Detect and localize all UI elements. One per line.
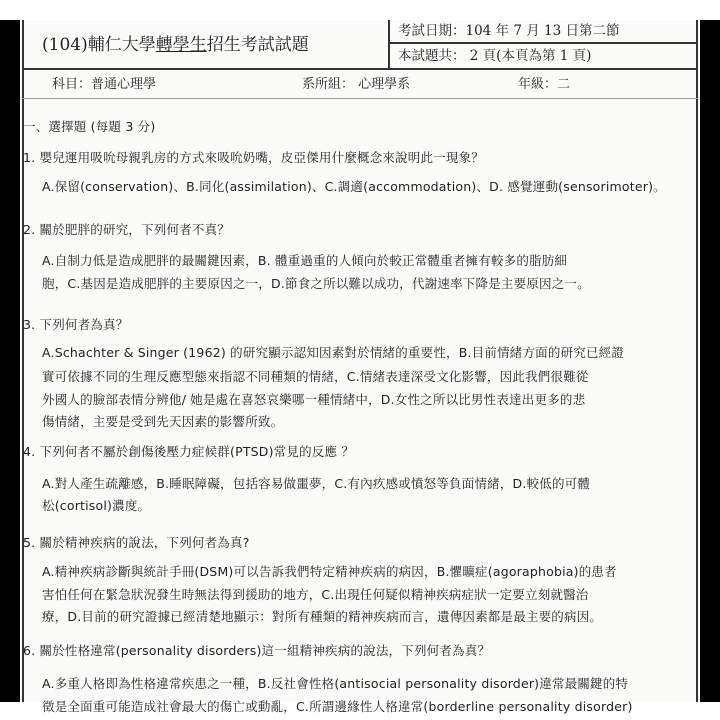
subject-bottom-rule <box>22 98 698 99</box>
right-black-border <box>700 20 720 702</box>
section-heading: 一、選擇題 (每題 3 分) <box>23 119 156 134</box>
left-black-border <box>0 20 20 702</box>
question-6-stem: 6. 關於性格違常(personality disorders)這一組精神疾病的說法，下列何者為真？ <box>23 643 491 658</box>
subject-label: 科目：普通心理學 <box>52 77 157 92</box>
question-4-options-line: A.對人產生疏離感，B.睡眠障礙，包括容易做噩夢，C.有內疚感或憤怒等負面情緒，D.較低的可體 <box>42 476 591 491</box>
question-3-stem: 3. 下列何者為真？ <box>23 317 129 332</box>
title-suffix: 招生考試試題 <box>206 35 309 55</box>
grade-label: 年級：二 <box>518 77 571 92</box>
question-3-options-line: 實可依據不同的生理反應型態來指認不同種類的情緒，C.情緒表達深受文化影響，因此我們很難從 <box>42 369 589 384</box>
question-3-options-line: 傷情緒，主要是受到先天因素的影響所致。 <box>42 414 284 429</box>
question-6-options-line: 徵是全面重可能造成社會最大的傷亡或動亂，C.所謂邊緣性人格違常(borderline personality disorder) <box>42 699 633 714</box>
exam-title <box>42 35 309 55</box>
header-divider <box>388 20 390 68</box>
question-5-options-line: A.精神疾病診斷與統計手冊(DSM)可以告訴我們特定精神疾病的病因，B.懼曠症(agoraphobia)的患者 <box>42 564 617 579</box>
question-5-options-line: 害怕任何在緊急狀況發生時無法得到援助的地方，C.出現任何疑似精神疾病症狀一定要立刻就醫治 <box>42 587 589 602</box>
exam-date: 考試日期：104 年 7 月 13 日第二節 <box>398 23 620 39</box>
question-4-stem: 4. 下列何者不屬於創傷後壓力症候群(PTSD)常見的反應 ？ <box>23 444 355 459</box>
question-2-options-line: 胞，C.基因是造成肥胖的主要原因之一，D.節食之所以難以成功，代謝速率下降是主要原因之一。 <box>42 276 590 291</box>
question-3-options-line: 外國人的臉部表情分辨他/ 她是處在喜怒哀樂哪一種情緒中，D.女性之所以比男性表達出更多的悲 <box>42 392 586 407</box>
question-6-options-line: A.多重人格即為性格違常疾患之一種，B.反社會性格(antisocial personality disorder)違常最關鍵的特 <box>42 676 629 691</box>
header-bottom-rule <box>22 68 698 70</box>
question-5-stem: 5. 關於精神疾病的說法，下列何者為真? <box>23 535 250 550</box>
title-underlined: 轉學生 <box>155 35 207 55</box>
page-right-rule <box>696 20 698 702</box>
exam-page <box>20 20 700 714</box>
question-2-stem: 2. 關於肥胖的研究，下列何者不真？ <box>23 222 231 237</box>
department-label: 系所組： 心理學系 <box>302 77 411 92</box>
question-3-options-line: A.Schachter & Singer (1962) 的研究顯示認知因素對於情緒的重要性，B.目前情緒方面的研究已經證 <box>42 345 625 360</box>
title-prefix: (104)輔仁大學 <box>42 35 156 55</box>
question-4-options-line: 松(cortisol)濃度。 <box>42 498 151 513</box>
question-2-options-line: A.自制力低是造成肥胖的最關鍵因素，B. 體重過重的人傾向於較正常體重者擁有較多的脂肪細 <box>42 253 568 268</box>
question-5-options-line: 療，D.目前的研究證據已經清楚地顯示：對所有種類的精神疾病而言，遺傳因素都是最主要的病因。 <box>42 609 603 624</box>
question-1-options-line: A.保留(conservation)、B.同化(assimilation)、C.調適(accommodation)、D. 感覺運動(sensorimoter)。 <box>42 179 666 194</box>
header-mid-rule <box>388 42 698 44</box>
page-count: 本試題共： 2 頁(本頁為第 1 頁) <box>398 48 592 64</box>
question-1-stem: 1. 嬰兒運用吸吮母親乳房的方式來吸吮奶嘴，皮亞傑用什麼概念來說明此一現象？ <box>23 150 485 165</box>
